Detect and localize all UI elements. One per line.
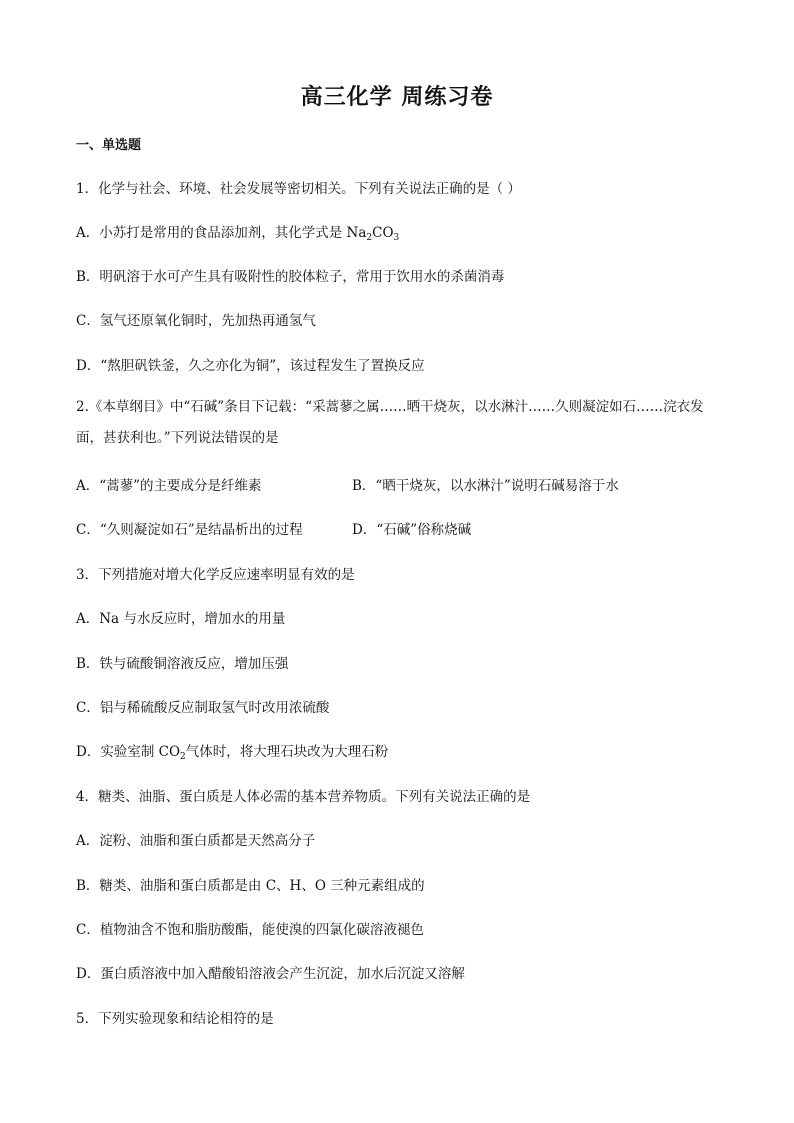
- question-2-option-c: C．“久则凝淀如石”是结晶析出的过程: [76, 522, 303, 538]
- question-4-option-b: B．糖类、油脂和蛋白质都是由 C、H、O 三种元素组成的: [76, 878, 425, 894]
- section-heading: 一、单选题: [76, 138, 142, 153]
- question-3-stem: 3．下列措施对增大化学反应速率明显有效的是: [76, 567, 355, 583]
- question-3-option-b: B．铁与硫酸铜溶液反应，增加压强: [76, 656, 289, 672]
- question-2-option-b: B．“晒干烧灰，以水淋汁”说明石碱易溶于水: [352, 478, 619, 494]
- question-2-option-d: D．“石碱”俗称烧碱: [352, 522, 472, 538]
- question-4-option-c: C．植物油含不饱和脂肪酸酯，能使溴的四氯化碳溶液褪色: [76, 922, 424, 938]
- question-4-stem: 4．糖类、油脂、蛋白质是人体必需的基本营养物质。下列有关说法正确的是: [76, 789, 531, 805]
- question-1-option-a: A．小苏打是常用的食品添加剂，其化学式是 $Na_2CO_3$: [76, 225, 400, 243]
- question-2-stem: 2.《本草纲目》中“石碱”条目下记载：“采蒿蓼之属……晒干烧灰，以水淋汁……久则凝淀如石……浣衣发面，甚获利也。”下列说法错误的是: [76, 399, 704, 446]
- question-3-option-a: A．Na 与水反应时，增加水的用量: [76, 611, 286, 627]
- question-3-option-c: C．铝与稀硫酸反应制取氢气时改用浓硫酸: [76, 700, 330, 716]
- question-4-option-d: D．蛋白质溶液中加入醋酸铅溶液会产生沉淀，加水后沉淀又溶解: [76, 966, 465, 982]
- question-3-option-d: D．实验室制 $CO_2$气体时，将大理石块改为大理石粉: [76, 744, 389, 762]
- question-1-option-d: D．“熬胆矾铁釜，久之亦化为铜”，该过程发生了置换反应: [76, 358, 425, 374]
- question-2-option-a: A．“蒿蓼”的主要成分是纤维素: [76, 478, 262, 494]
- question-1-stem: 1．化学与社会、环境、社会发展等密切相关。下列有关说法正确的是（ ）: [76, 181, 521, 197]
- question-5-stem: 5．下列实验现象和结论相符的是: [76, 1011, 274, 1027]
- question-4-option-a: A．淀粉、油脂和蛋白质都是天然高分子: [76, 833, 316, 849]
- question-1-option-c: C．氢气还原氧化铜时，先加热再通氢气: [76, 313, 316, 329]
- page-title: 高三化学 周练习卷: [300, 84, 494, 110]
- question-1-option-b: B．明矾溶于水可产生具有吸附性的胶体粒子，常用于饮用水的杀菌消毒: [76, 269, 505, 285]
